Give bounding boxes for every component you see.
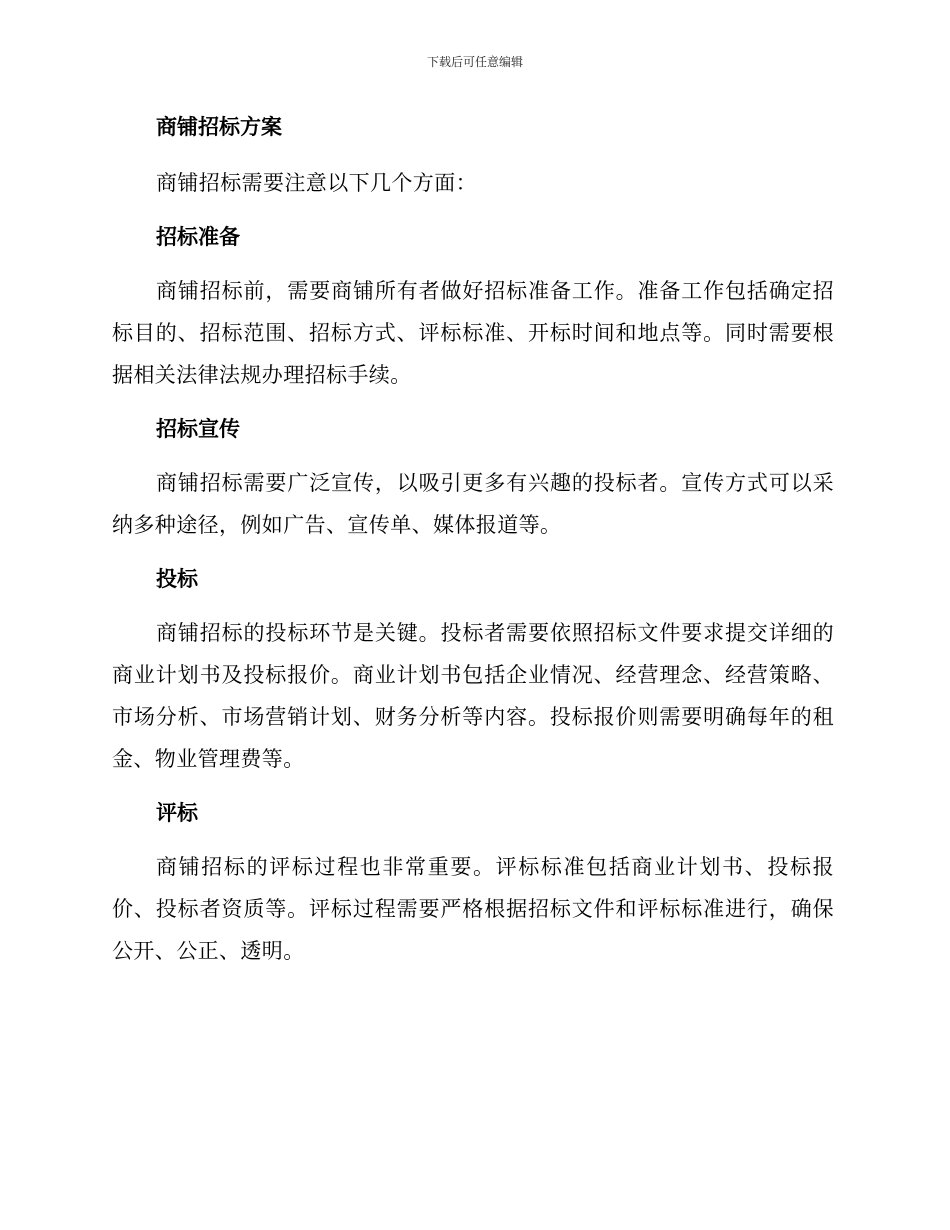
document-body [112, 108, 834, 972]
header-note: 下载后可任意编辑 [426, 55, 523, 69]
section-heading-promotion: 招标宣传 [156, 417, 240, 441]
section-body-bidding: 商铺招标的投标环节是关键。投标者需要依照招标文件要求提交详细的商业计划书及投标报价。商业计划书包括企业情况、经营理念、经营策略、市场分析、市场营销计划、财务分析等内容。投标报价则需要明确每年的租金、物业管理费等。 [112, 621, 834, 771]
section-heading-bidding: 投标 [156, 567, 198, 591]
intro-paragraph: 商铺招标需要注意以下几个方面： [156, 171, 477, 195]
section-heading-preparation: 招标准备 [156, 225, 240, 249]
section-body-preparation: 商铺招标前，需要商铺所有者做好招标准备工作。准备工作包括确定招标目的、招标范围、招标方式、评标标准、开标时间和地点等。同时需要根据相关法律法规办理招标手续。 [112, 279, 834, 387]
document-title: 商铺招标方案 [156, 115, 282, 139]
section-heading-evaluation: 评标 [156, 801, 198, 825]
section-body-evaluation: 商铺招标的评标过程也非常重要。评标标准包括商业计划书、投标报价、投标者资质等。评标过程需要严格根据招标文件和评标标准进行，确保公开、公正、透明。 [112, 855, 834, 963]
section-body-promotion: 商铺招标需要广泛宣传，以吸引更多有兴趣的投标者。宣传方式可以采纳多种途径，例如广告、宣传单、媒体报道等。 [112, 471, 834, 537]
